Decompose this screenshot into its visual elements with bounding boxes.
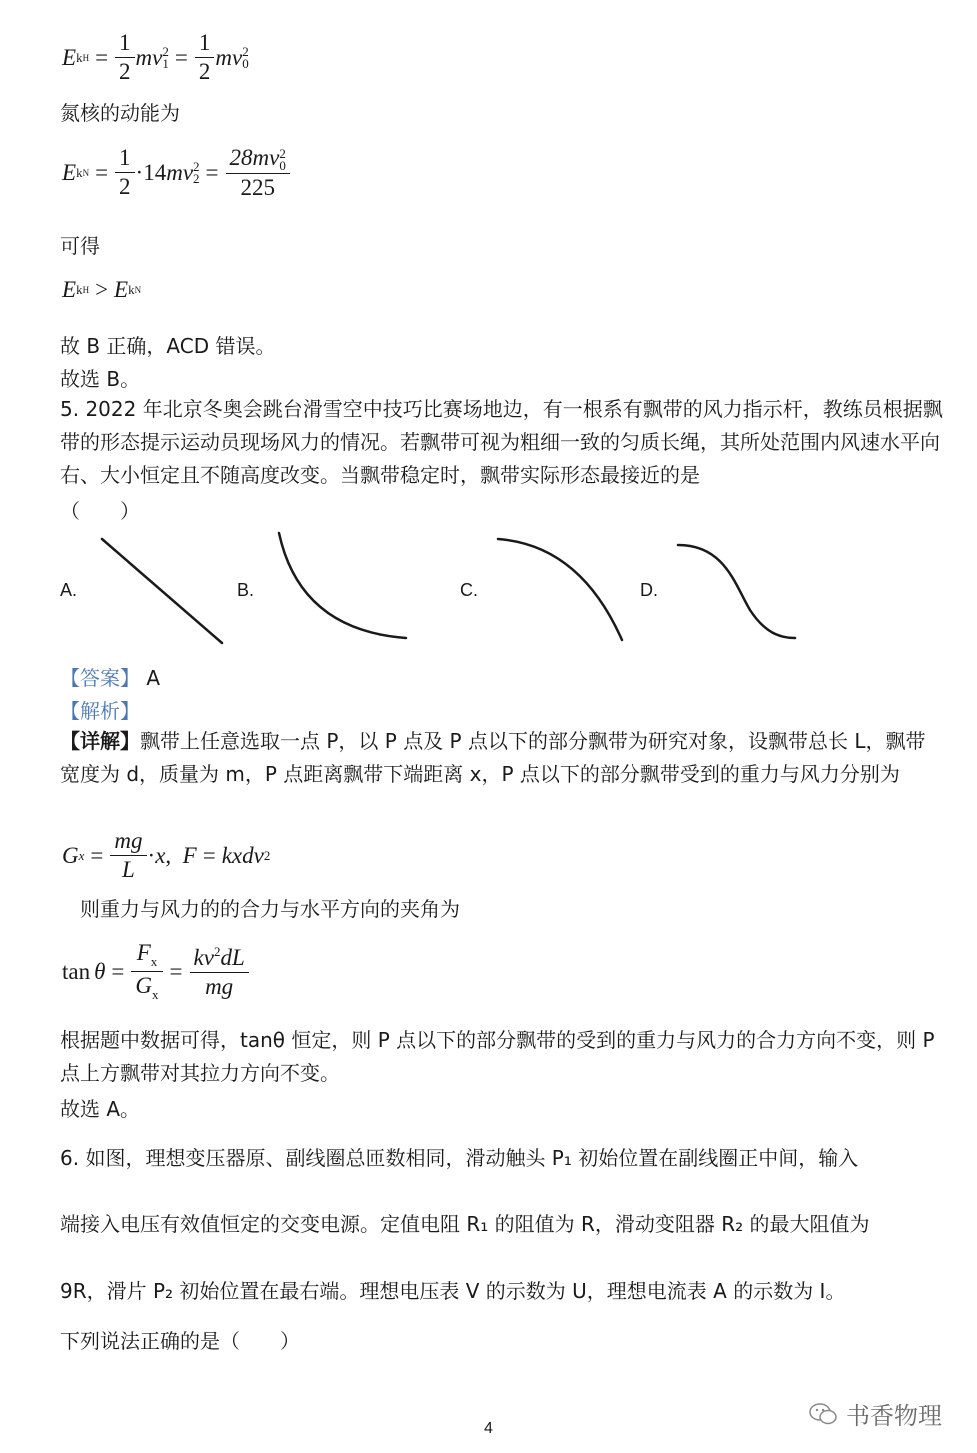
fraction [112, 828, 144, 883]
equation-ke-nitrogen [62, 145, 291, 201]
eq-indices [193, 158, 200, 186]
option-a-label: A. [60, 580, 78, 600]
frac-num: 1 [198, 30, 211, 55]
eq-operator: = [111, 958, 125, 984]
fraction [117, 145, 133, 200]
eq-subscript: k [76, 49, 83, 65]
option-c-label: C. [460, 580, 478, 600]
eq-sub: 1 [162, 55, 169, 71]
text-therefore: 可得 [60, 234, 100, 258]
eq-subscript: N [82, 167, 90, 178]
equation-compare [62, 277, 141, 303]
fraction [117, 30, 133, 85]
eq-subscript: k [128, 282, 135, 297]
conclusion-paragraph: 根据题中数据可得，tanθ 恒定，则 P 点以下的部分飘带的受到的重力与风力的合力方向不变，则 P 点上方飘带对其拉力方向不变。 [60, 1028, 935, 1085]
answer-value: A [146, 666, 161, 690]
eq-subscript: k [76, 164, 83, 180]
eq-term: mv [135, 44, 163, 70]
page-number: 4 [484, 1420, 493, 1437]
eq-sup: 2 [162, 43, 169, 59]
eq-operator: = [174, 44, 188, 70]
detail-text: 飘带上任意选取一点 P，以 P 点及 P 点以下的部分飘带为研究对象，设飘带总长 L，飘带宽度为 d，质量为 m，P 点距离飘带下端距离 x，P 点以下的部分飘带受到的重力与风力分别为 [60, 729, 926, 786]
text-choose-a: 故选 A。 [60, 1097, 141, 1121]
frac-den: 2 [195, 57, 215, 85]
answer-row [60, 662, 160, 691]
equation-forces [62, 828, 270, 883]
eq-separator: , [165, 842, 183, 868]
eq-sup: 2 [242, 43, 249, 59]
question-text: 5. 2022 年北京冬奥会跳台滑雪空中技巧比赛场地边，有一根系有飘带的风力指示杆，教练员根据飘带的形态提示运动员现场风力的情况。若飘带可视为粗细一致的匀质长绳，其所处范围内风速水平向右、大小恒定且不随高度改变。当飘带稳定时，飘带实际形态最接近的是 [60, 397, 943, 487]
answer-paren: （ ） [60, 499, 140, 523]
eq-subscript: N [134, 285, 142, 295]
eq-symbol: F [182, 842, 197, 868]
eq-sub: 0 [279, 157, 286, 173]
eq-operator: > [95, 277, 109, 302]
frac-den: mg [190, 972, 249, 1000]
frac-den: 225 [226, 173, 290, 201]
answer-tag: 【答案】 [60, 666, 140, 690]
fraction [133, 940, 160, 1003]
detail-paragraph [60, 725, 945, 791]
frac-num: $F_x$ [136, 940, 158, 969]
frac-num: $kv^2dL$ [193, 943, 245, 970]
text-angle: 则重力与风力的的合力与水平方向的夹角为 [80, 897, 460, 921]
eq-operator: = [90, 842, 104, 868]
eq-subscript: x [78, 847, 85, 863]
analysis-tag: 【解析】 [60, 699, 140, 723]
detail-tag: 【详解】 [60, 729, 140, 753]
ribbon-shape-c [498, 539, 622, 640]
ribbon-option-figures [0, 525, 977, 655]
eq-symbol: G [62, 842, 79, 868]
eq-sub: 2 [193, 170, 200, 186]
text-choose-b: 故选 B。 [60, 367, 141, 391]
eq-symbol: θ [94, 958, 106, 984]
eq-operator: = [95, 44, 109, 70]
eq-indices [242, 43, 249, 71]
option-d-label: D. [640, 580, 658, 600]
eq-operator: = [169, 958, 183, 984]
eq-symbol: E [62, 159, 77, 185]
eq-symbol: E [62, 277, 77, 302]
eq-subscript: H [82, 52, 90, 63]
eq-indices [279, 145, 286, 173]
eq-subscript: H [82, 285, 90, 295]
eq-term: ·14 [135, 159, 167, 185]
eq-term: · [147, 842, 156, 868]
frac-num: 1 [119, 30, 131, 55]
equation-tan [62, 940, 250, 1003]
eq-indices [162, 43, 169, 71]
frac-num [228, 145, 288, 173]
eq-term: kxdv [221, 842, 264, 868]
frac-num: mg [114, 828, 143, 853]
question-6-line-1: 6. 如图，理想变压器原、副线圈总匝数相同，滑动触头 P₁ 初始位置在副线圈正中间，输入 [60, 1146, 859, 1170]
frac-den: 2 [115, 172, 135, 200]
eq-sup: 2 [279, 145, 286, 161]
text-nitrogen-ke: 氮核的动能为 [60, 101, 180, 125]
analysis-row [60, 695, 140, 724]
frac-den: L [110, 855, 146, 883]
eq-sup: 2 [263, 847, 271, 863]
fraction [228, 145, 288, 201]
eq-operator: = [95, 159, 109, 185]
question-6-line-3: 9R，滑片 P₂ 初始位置在最右端。理想电压表 V 的示数为 U，理想电流表 A 的示数为 I。 [60, 1279, 846, 1303]
eq-symbol: E [114, 277, 129, 302]
ribbon-shape-b [279, 533, 406, 638]
frac-den: $G_x$ [131, 971, 162, 1003]
option-b-label: B. [237, 580, 255, 600]
eq-term: mv [215, 44, 243, 70]
watermark-text: 书香物理 [846, 1402, 942, 1430]
ribbon-shape-a [102, 539, 222, 643]
question-6-line-2: 端接入电压有效值恒定的交变电源。定值电阻 R₁ 的阻值为 R，滑动变阻器 R₂ 的最大阻值为 [60, 1212, 870, 1236]
eq-sub: 0 [242, 55, 249, 71]
fraction [197, 30, 213, 85]
question-5-stem [60, 393, 945, 492]
eq-operator: = [205, 159, 219, 185]
fraction [192, 944, 247, 1000]
eq-term: 28mv [229, 145, 280, 170]
ribbon-shape-d [678, 545, 795, 638]
frac-den: 2 [115, 57, 135, 85]
question-6-line-4: 下列说法正确的是（ ） [60, 1329, 300, 1353]
eq-term: x [155, 842, 166, 868]
equation-ke-hydrogen [62, 30, 249, 85]
eq-subscript: k [76, 282, 83, 297]
text-b-correct: 故 B 正确，ACD 错误。 [60, 334, 276, 358]
eq-symbol: E [62, 44, 77, 70]
eq-operator: = [202, 842, 216, 868]
eq-sup: 2 [193, 158, 200, 174]
eq-term: mv [166, 159, 194, 185]
eq-symbol: tan [62, 958, 91, 984]
frac-num: 1 [119, 145, 131, 171]
